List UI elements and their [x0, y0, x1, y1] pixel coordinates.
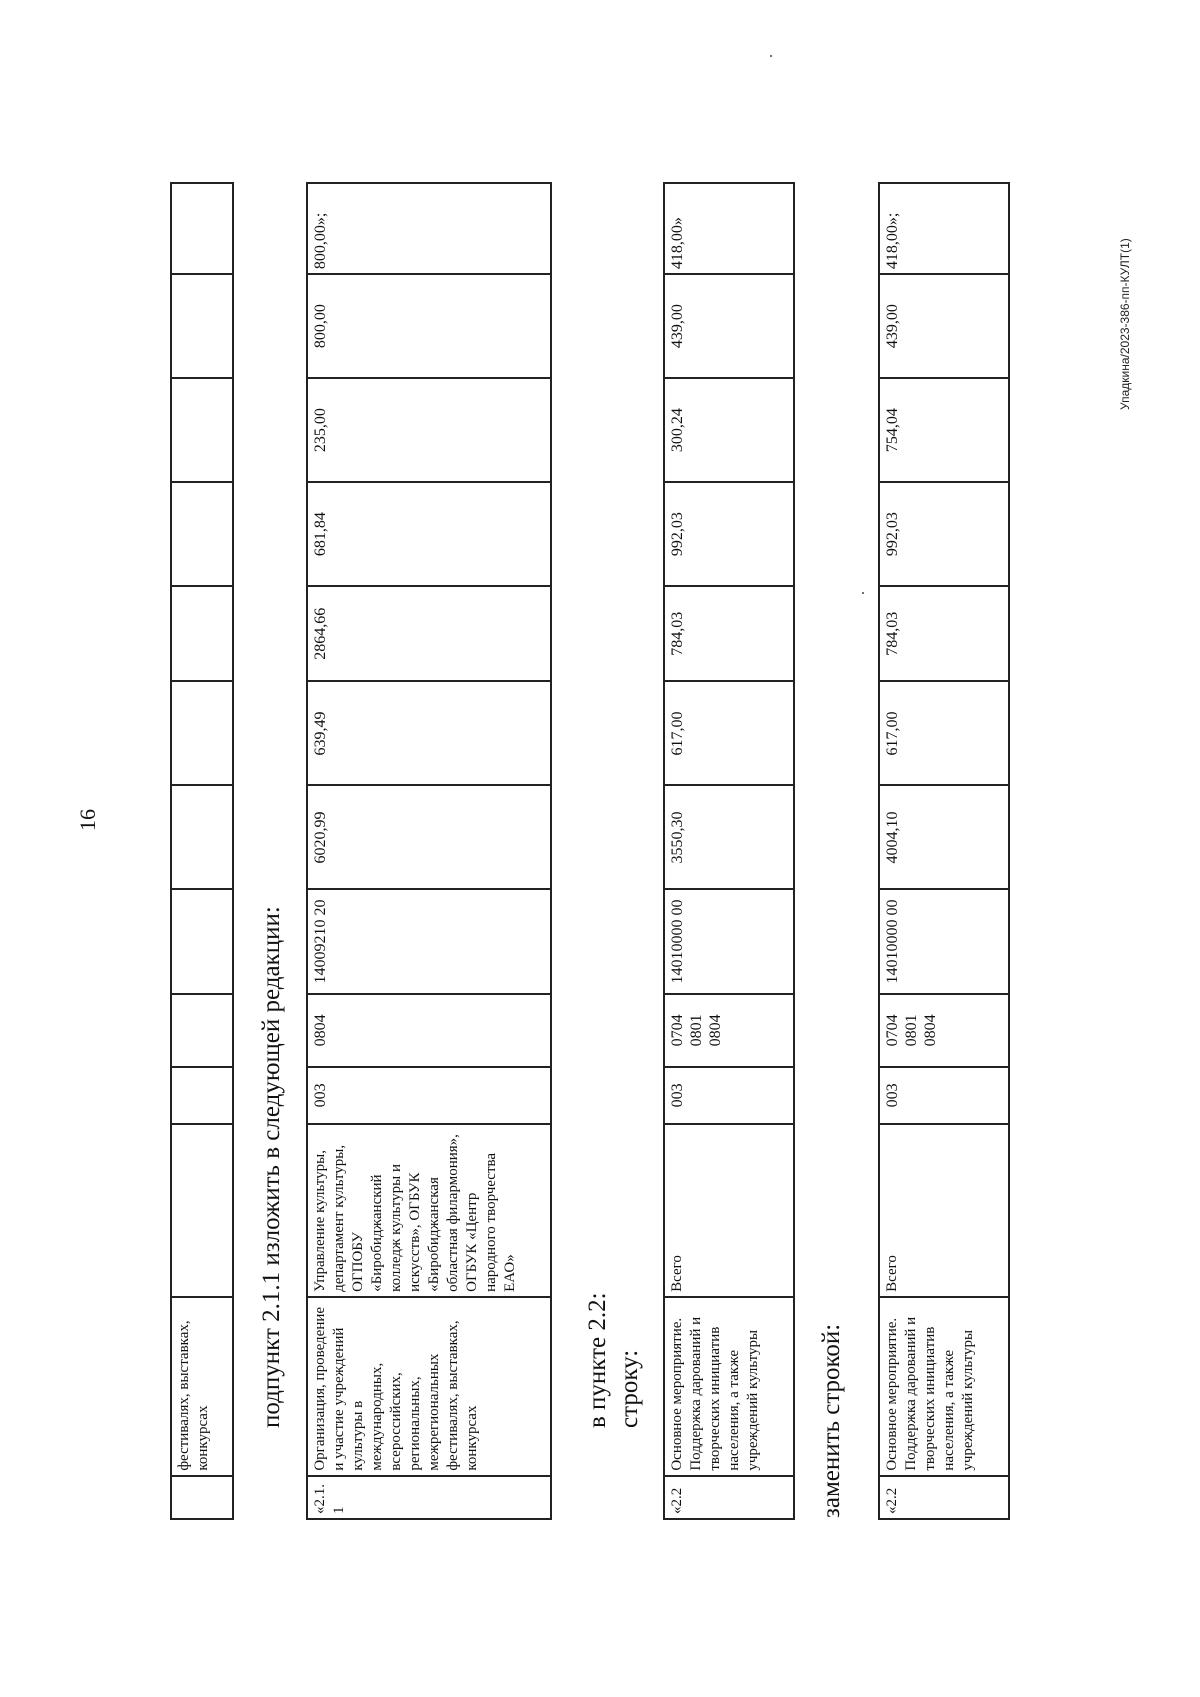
row-value-7: 418,00»: [664, 183, 794, 274]
row-value-7: 800,00»;: [307, 183, 551, 274]
row-code: «2.1.1: [307, 1476, 551, 1519]
row-value-3: 784,03: [879, 586, 1009, 681]
heading-subitem-211: подпункт 2.1.1 изложить в следующей редакции:: [258, 906, 285, 1428]
row-name: Основное мероприятие. Поддержка дарований и творческих инициатив населения, а также учреждений культуры: [664, 1297, 794, 1476]
heading-replace: заменить строкой:: [818, 1323, 845, 1518]
row-value-2: 639,49: [307, 681, 551, 785]
row-rzpr: 0704 0801 0804: [664, 994, 794, 1068]
row-value-3: 2864,66: [307, 586, 551, 681]
row-csr: 14009210 20: [307, 890, 551, 994]
row-grbs: 003: [879, 1067, 1009, 1123]
cell-executor: [171, 1124, 233, 1297]
row-value-7: 418,00»;: [879, 183, 1009, 274]
row-executor: Всего: [879, 1124, 1009, 1297]
row-grbs: 003: [307, 1067, 551, 1123]
row-value-5: 754,04: [879, 378, 1009, 482]
cell-name: фестивалях, выставках, конкурсах: [171, 1297, 233, 1476]
heading-line: строку:: [616, 1349, 643, 1428]
row-value-5: 235,00: [307, 378, 551, 482]
row-value-6: 800,00: [307, 274, 551, 378]
footer-reference: Упадкина/2023-386-пп-КУЛТ(1): [1118, 238, 1132, 410]
row-value-4: 992,03: [879, 482, 1009, 586]
row-value-1: 6020,99: [307, 785, 551, 889]
row-value-4: 681,84: [307, 482, 551, 586]
table-row-22-old: [663, 182, 795, 1520]
row-name: Основное мероприятие. Поддержка дарований и творческих инициатив населения, а также учреждений культуры: [879, 1297, 1009, 1476]
row-value-2: 617,00: [664, 681, 794, 785]
cell-code: [171, 1476, 233, 1519]
row-value-1: 3550,30: [664, 785, 794, 889]
table-row-22-new: [878, 182, 1010, 1520]
scan-speck: [770, 55, 772, 57]
row-rzpr: 0704 0801 0804: [879, 994, 1009, 1068]
table-row-211: [306, 182, 552, 1520]
page-number: 16: [75, 809, 100, 831]
row-rzpr: 0804: [307, 994, 551, 1068]
row-csr: 14010000 00: [664, 890, 794, 994]
row-grbs: 003: [664, 1067, 794, 1123]
rotated-document-sheet: [160, 140, 1132, 1520]
row-value-4: 992,03: [664, 482, 794, 586]
row-value-3: 784,03: [664, 586, 794, 681]
row-value-1: 4004,10: [879, 785, 1009, 889]
heading-item-22: в пункте 2.2:: [584, 1292, 611, 1428]
row-name: Организация, проведение и участие учреждений культуры в международных, всероссийских, региональных, межрегиональных фестивалях, выставках, конкурсах: [307, 1297, 551, 1476]
row-code: «2.2: [879, 1476, 1009, 1519]
row-value-6: 439,00: [879, 274, 1009, 378]
row-value-2: 617,00: [879, 681, 1009, 785]
row-executor: Всего: [664, 1124, 794, 1297]
row-csr: 14010000 00: [879, 890, 1009, 994]
row-executor: Управление культуры, департамент культуры, ОГПОБУ «Биробиджанский колледж культуры и искусств», ОГБУК «Биробиджанская областная филармония», ОГБУК «Центр народного творчества ЕАО»: [307, 1124, 551, 1297]
scan-speck: [862, 592, 864, 594]
top-fragment-table: [170, 182, 234, 1520]
row-value-5: 300,24: [664, 378, 794, 482]
row-value-6: 439,00: [664, 274, 794, 378]
row-code: «2.2: [664, 1476, 794, 1519]
